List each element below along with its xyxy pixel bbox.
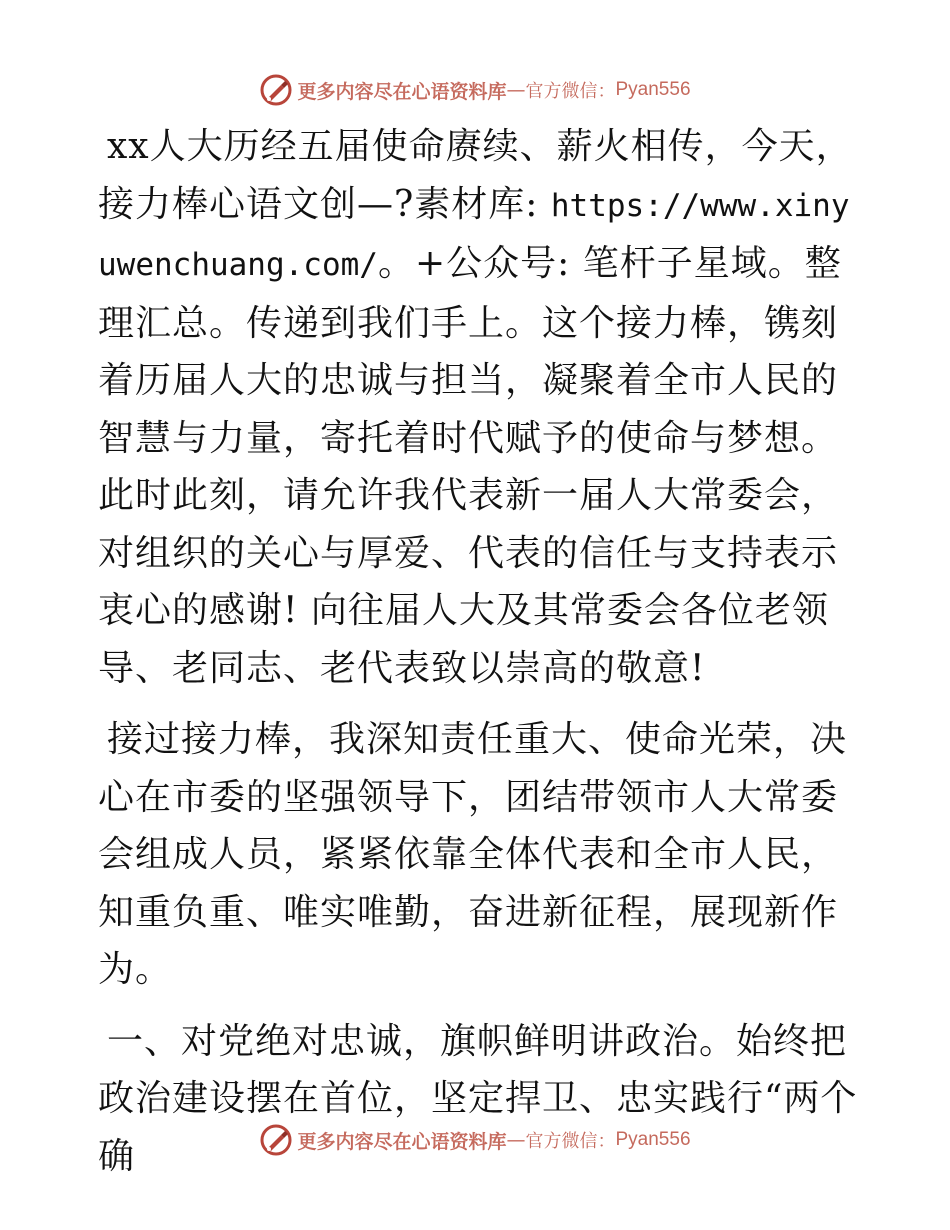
footer-separator: — <box>506 1129 526 1151</box>
paragraph-1-lead: xx人大历经五届使命赓续、薪火相传，今天，接力棒心语文创—?素材库: <box>98 126 853 225</box>
footer-wechat-id: Pyan556 <box>615 1129 691 1150</box>
header-wechat-label: 官方微信： <box>525 81 616 102</box>
paragraph-1-rest: 。+公众号: 笔杆子星域。整理汇总。传递到我们手上。这个接力棒，镌刻着历届人大的忠诚与担当，凝聚着全市人民的智慧与力量，寄托着时代赋予的使命与梦想。此时此刻，请允许我代表新一届人大常委会，对组织的关心与厚爱、代表的信任与支持表示衷心的感谢! 向往届人大及其常委会各位老领导、老同志、老代表致以崇高的敬意! <box>98 243 842 689</box>
document-body <box>98 118 858 1185</box>
pen-logo-icon <box>259 1123 293 1157</box>
footer-wechat-label: 官方微信： <box>525 1131 616 1152</box>
header-brand-text: 更多内容尽在心语资料库 <box>297 80 507 103</box>
paragraph-3: 一、对党绝对忠诚，旗帜鲜明讲政治。始终把政治建设摆在首位，坚定捍卫、忠实践行“两个确 <box>98 1020 858 1177</box>
footer-watermark <box>0 1120 950 1160</box>
pen-logo-icon <box>259 73 293 107</box>
header-wechat-id: Pyan556 <box>615 79 691 100</box>
material-library-url: https://www.xinyuwenchuang.com/ <box>98 187 850 283</box>
header-watermark <box>0 70 950 110</box>
paragraph-2: 接过接力棒，我深知责任重大、使命光荣，决心在市委的坚强领导下，团结带领市人大常委会组成人员，紧紧依靠全体代表和全市人民，知重负重、唯实唯勤，奋进新征程，展现新作为。 <box>98 719 848 990</box>
paragraph-1 <box>98 118 858 697</box>
footer-brand-text: 更多内容尽在心语资料库 <box>297 1130 507 1153</box>
header-separator: — <box>506 79 526 101</box>
